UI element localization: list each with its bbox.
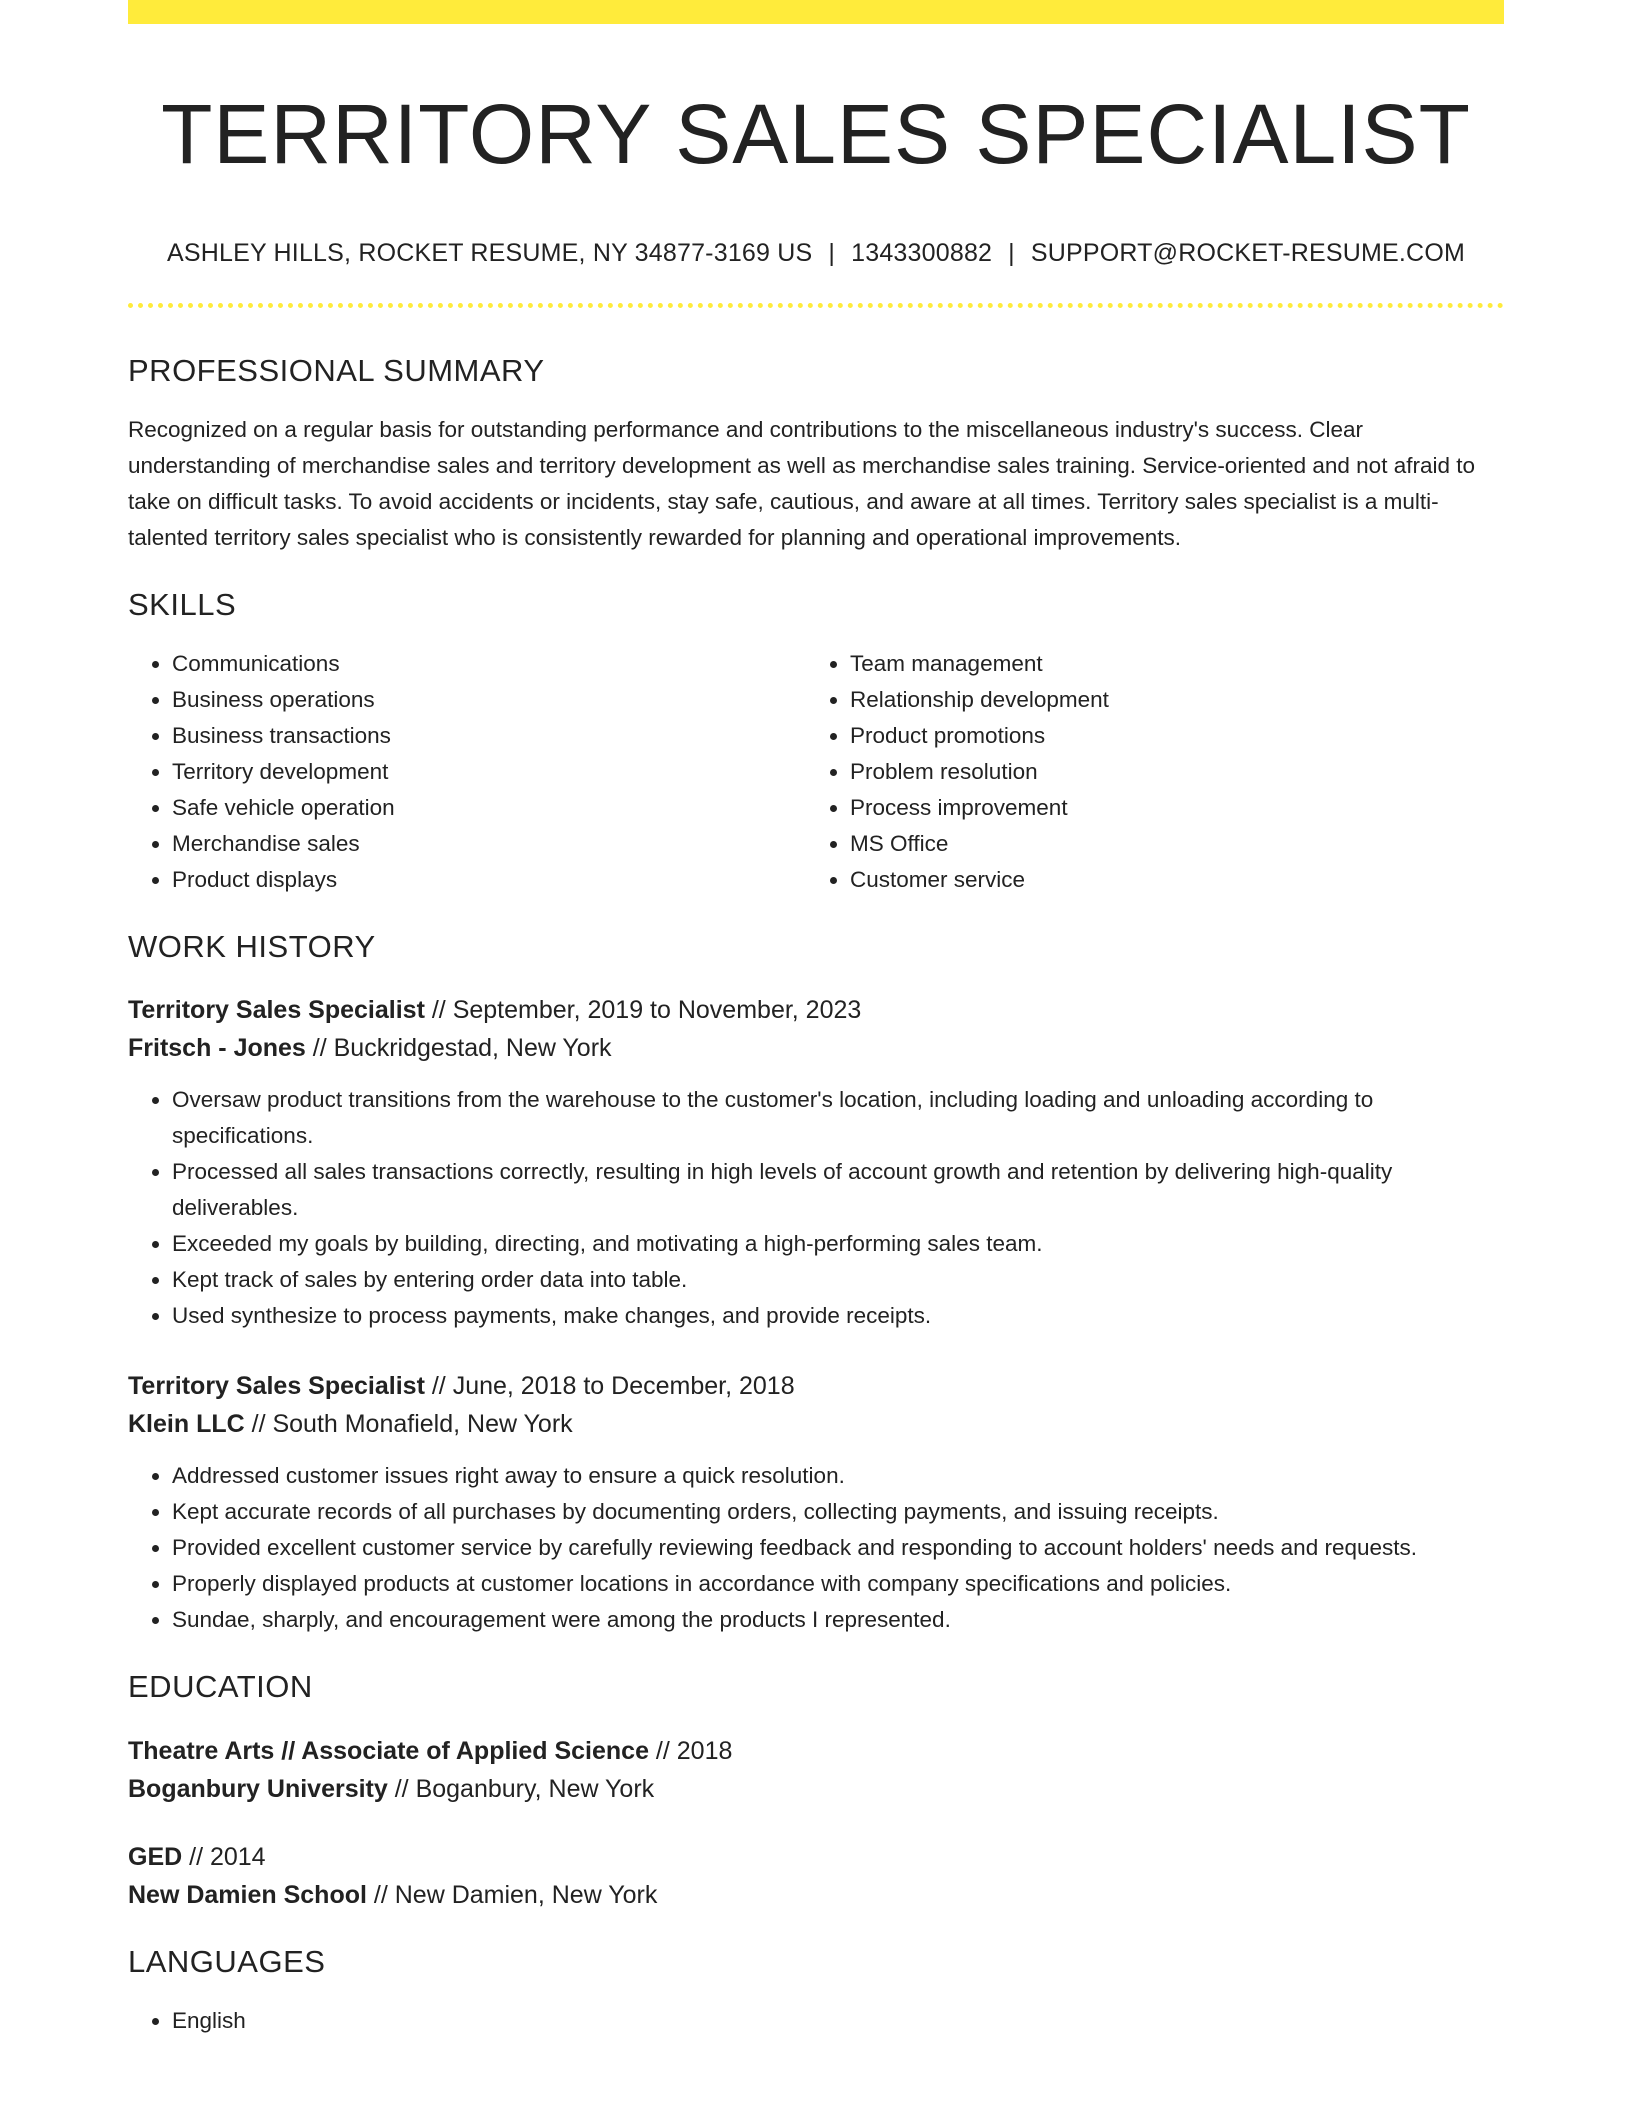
job-title-line [128,1367,1504,1405]
languages-heading: LANGUAGES [128,1943,326,1979]
skills-column-left [128,646,806,898]
skill-item: • Product displays [172,862,806,898]
contact-separator: | [828,238,836,267]
dotted-divider [128,303,1504,308]
job-title: Territory Sales Specialist [128,1372,425,1401]
education-school: New Damien School [128,1880,367,1909]
skill-item: • Process improvement [850,790,1484,826]
job-bullet: • Processed all sales transactions correctly, resulting in high levels of account growth and retention by delivering high-quality deliverables. [172,1154,1504,1226]
job-company: Fritsch - Jones [128,1034,306,1063]
job-bullet: • Provided excellent customer service by carefully reviewing feedback and responding to account holders' needs and requests. [172,1530,1504,1566]
education-degree-line [128,1732,1504,1770]
job-bullet: • Oversaw product transitions from the warehouse to the customer's location, including loading and unloading according to specifications. [172,1082,1504,1154]
job-bullet: • Addressed customer issues right away to ensure a quick resolution. [172,1458,1504,1494]
job-bullet: • Kept track of sales by entering order data into table. [172,1262,1504,1298]
languages-list [128,2003,1504,2039]
job-location: // South Monafield, New York [244,1410,573,1439]
summary-text: Recognized on a regular basis for outstanding performance and contributions to the miscellaneous industry's success. Clear understanding of merchandise sales and territory development as well as merchandise sales training. Service-oriented and not afraid to take on difficult tasks. To avoid accidents or incidents, stay safe, cautious, and aware at all times. Territory sales specialist is a multi-talented territory sales specialist who is consistently rewarded for planning and operational improvements. [128,416,1475,550]
education-year: // 2014 [182,1842,266,1871]
job-dates: // September, 2019 to November, 2023 [424,996,862,1025]
education-school-line [128,1770,1504,1808]
skill-item: • Business operations [172,682,806,718]
job-dates: // June, 2018 to December, 2018 [424,1372,795,1401]
skill-item: • Safe vehicle operation [172,790,806,826]
language-item: • English [172,2003,1504,2039]
resume-page [128,0,1504,2039]
job-entry [128,991,1504,1334]
job-bullet: • Sundae, sharply, and encouragement were among the products I represented. [172,1602,1504,1638]
job-company-line [128,1029,1504,1067]
skills-heading: SKILLS [128,586,237,622]
skill-item: • Team management [850,646,1484,682]
contact-phone: 1343300882 [851,238,993,267]
job-company-line [128,1405,1504,1443]
skills-list [128,646,1504,898]
skill-item: • Problem resolution [850,754,1484,790]
contact-line [128,238,1504,268]
contact-address: ASHLEY HILLS, ROCKET RESUME, NY 34877-3169 US [167,238,813,267]
education-degree: Theatre Arts // Associate of Applied Science [128,1736,649,1765]
job-location: // Buckridgestad, New York [305,1034,612,1063]
job-bullet: • Used synthesize to process payments, make changes, and provide receipts. [172,1298,1504,1334]
education-entry [128,1838,1504,1914]
education-location: // Boganbury, New York [387,1774,655,1803]
job-company: Klein LLC [128,1410,245,1439]
education-degree-line [128,1838,1504,1876]
skills-column-right [806,646,1484,898]
skill-item: • Communications [172,646,806,682]
job-bullet: • Exceeded my goals by building, directing, and motivating a high-performing sales team. [172,1226,1504,1262]
skill-item: • Business transactions [172,718,806,754]
job-title-line [128,991,1504,1029]
job-bullet: • Properly displayed products at customer locations in accordance with company specifications and policies. [172,1566,1504,1602]
skill-item: • Merchandise sales [172,826,806,862]
education-heading: EDUCATION [128,1669,313,1705]
job-bullets [128,1082,1504,1334]
skill-item: • MS Office [850,826,1484,862]
skill-item: • Customer service [850,862,1484,898]
education-year: // 2018 [648,1736,733,1765]
contact-email: SUPPORT@ROCKET-RESUME.COM [1030,238,1465,267]
education-entry [128,1732,1504,1808]
education-degree: GED [128,1842,183,1871]
resume-title: TERRITORY SALES SPECIALIST [161,87,1471,181]
job-entry [128,1367,1504,1638]
job-bullets [128,1458,1504,1638]
job-title: Territory Sales Specialist [128,996,425,1025]
job-bullet: • Kept accurate records of all purchases by documenting orders, collecting payments, and issuing receipts. [172,1494,1504,1530]
skill-item: • Relationship development [850,682,1484,718]
education-school-line [128,1876,1504,1914]
skill-item: • Product promotions [850,718,1484,754]
top-accent-bar [128,0,1504,24]
contact-separator: | [1008,238,1015,267]
education-school: Boganbury University [128,1774,388,1803]
skill-item: • Territory development [172,754,806,790]
summary-heading: PROFESSIONAL SUMMARY [128,352,545,388]
work-history-heading: WORK HISTORY [128,929,376,965]
education-location: // New Damien, New York [366,1880,658,1909]
